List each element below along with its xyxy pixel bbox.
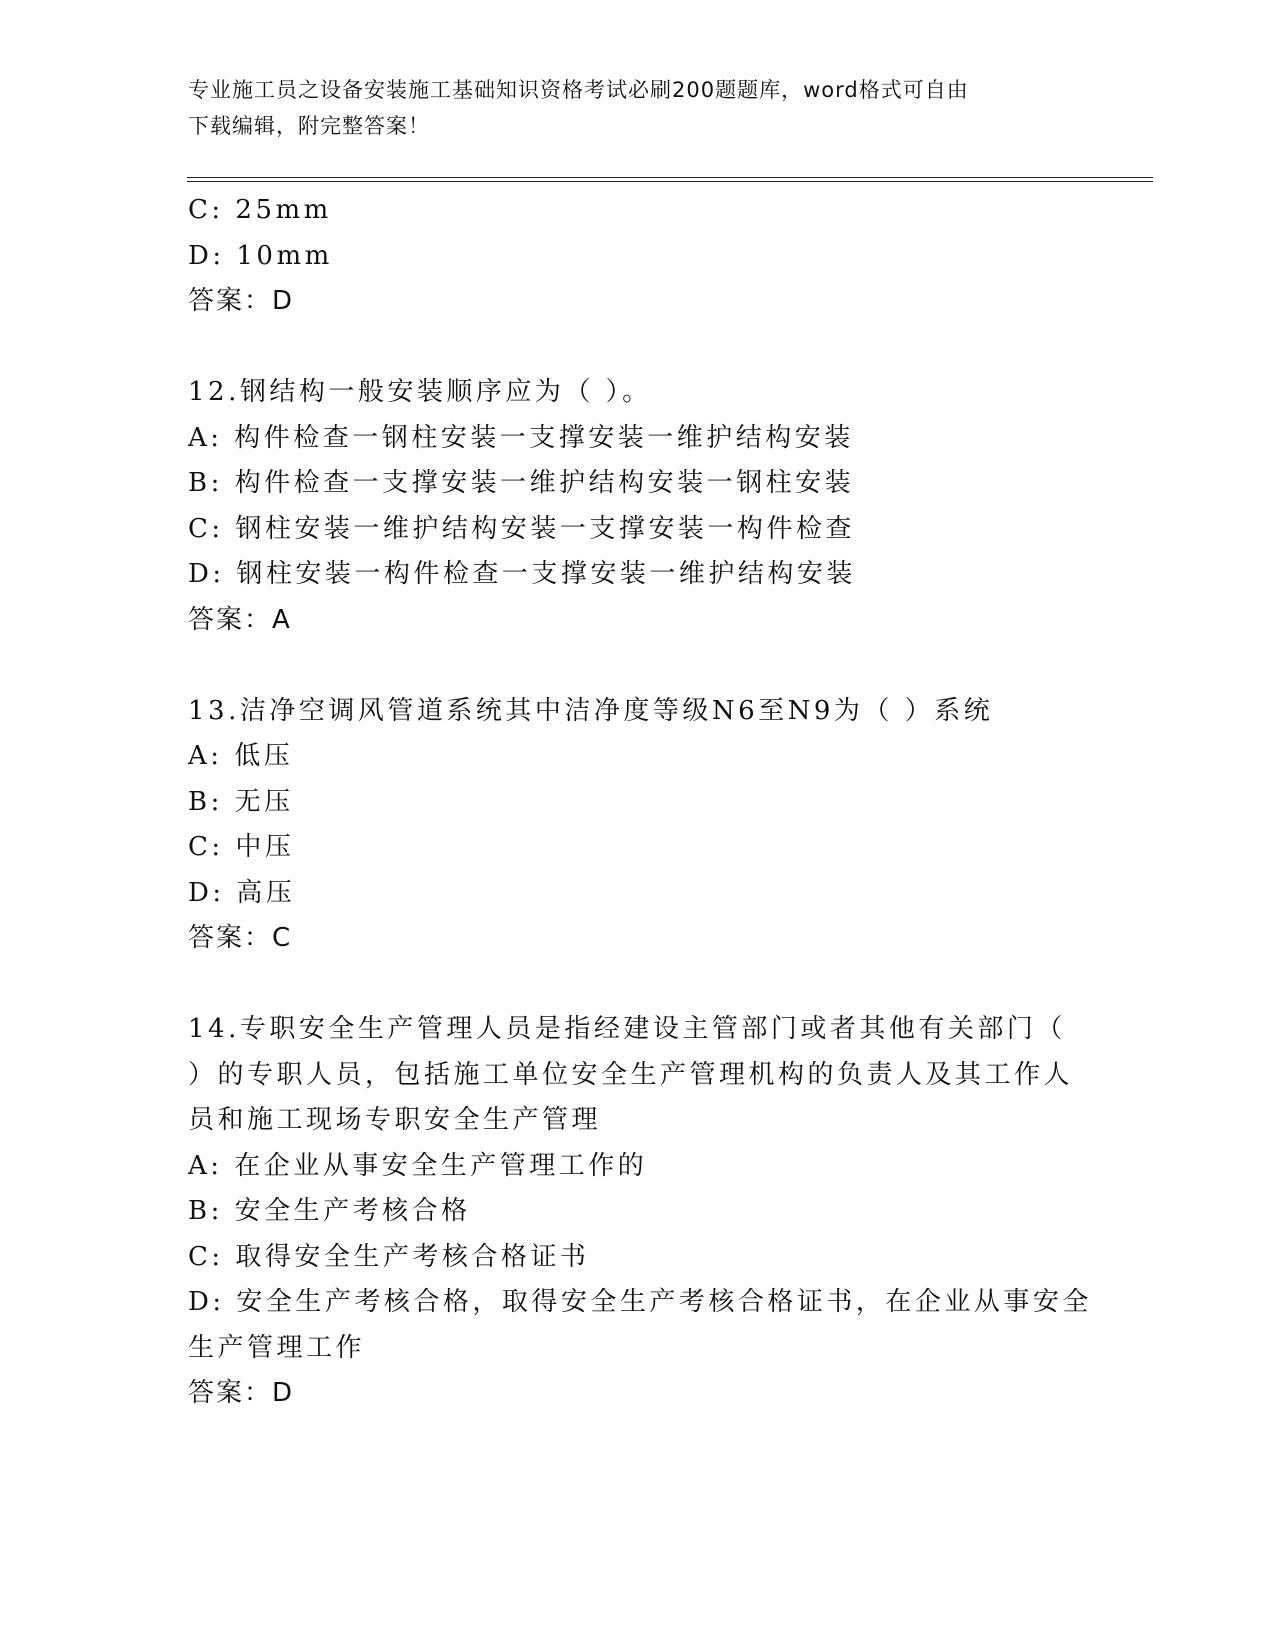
- question-14: [188, 1007, 1092, 1417]
- option-b: B: 安全生产考核合格: [188, 1196, 471, 1226]
- header-divider-top: [187, 177, 1153, 178]
- question-stem-line-3: 员和施工现场专职安全生产管理: [188, 1105, 602, 1135]
- question-content: [188, 188, 1092, 1417]
- header-title-line-1: 专业施工员之设备安装施工基础知识资格考试必刷200题题库，word格式可自由: [188, 78, 969, 102]
- option-b: B: 构件检查一支撑安装一维护结构安装一钢柱安装: [188, 468, 855, 498]
- option-a: A: 低压: [188, 741, 294, 771]
- option-a: A: 在企业从事安全生产管理工作的: [188, 1150, 648, 1181]
- option-d: D: 高压: [188, 877, 296, 908]
- question-12: [188, 370, 1088, 643]
- question-stem: 12.钢结构一般安装顺序应为（ ）。: [188, 377, 652, 407]
- answer-line: 答案：D: [188, 1378, 295, 1408]
- option-d: D: 10mm: [188, 240, 333, 271]
- option-d: D: 钢柱安装一构件检查一支撑安装一维护结构安装: [188, 559, 856, 589]
- option-a: A: 构件检查一钢柱安装一支撑安装一维护结构安装: [188, 422, 854, 453]
- answer-line: 答案：D: [188, 286, 295, 316]
- question-13: [188, 689, 1088, 962]
- question-stem-line-1: 14.专职安全生产管理人员是指经建设主管部门或者其他有关部门（: [188, 1014, 1066, 1044]
- option-c: C: 25mm: [188, 195, 332, 225]
- option-d-line-1: D: 安全生产考核合格，取得安全生产考核合格证书，在企业从事安全: [188, 1287, 1092, 1317]
- previous-question-tail: [188, 188, 1088, 325]
- header-divider-bottom: [187, 181, 1153, 182]
- option-d-line-2: 生产管理工作: [188, 1332, 366, 1363]
- question-stem: 13.洁净空调风管道系统其中洁净度等级N6至N9为（ ）系统: [188, 695, 994, 726]
- spacer: [188, 643, 1088, 689]
- answer-line: 答案：C: [188, 923, 293, 953]
- spacer: [188, 325, 1088, 371]
- option-c: C: 钢柱安装一维护结构安装一支撑安装一构件检查: [188, 513, 855, 544]
- option-c: C: 取得安全生产考核合格证书: [188, 1241, 590, 1272]
- answer-line: 答案：A: [188, 604, 292, 635]
- spacer: [188, 962, 1088, 1008]
- header-title-line-2: 下载编辑，附完整答案！: [188, 114, 430, 138]
- question-stem-line-2: ）的专职人员，包括施工单位安全生产管理机构的负责人及其工作人: [188, 1059, 1074, 1090]
- document-header: [188, 72, 1068, 144]
- option-c: C: 中压: [188, 832, 295, 862]
- option-b: B: 无压: [188, 786, 294, 817]
